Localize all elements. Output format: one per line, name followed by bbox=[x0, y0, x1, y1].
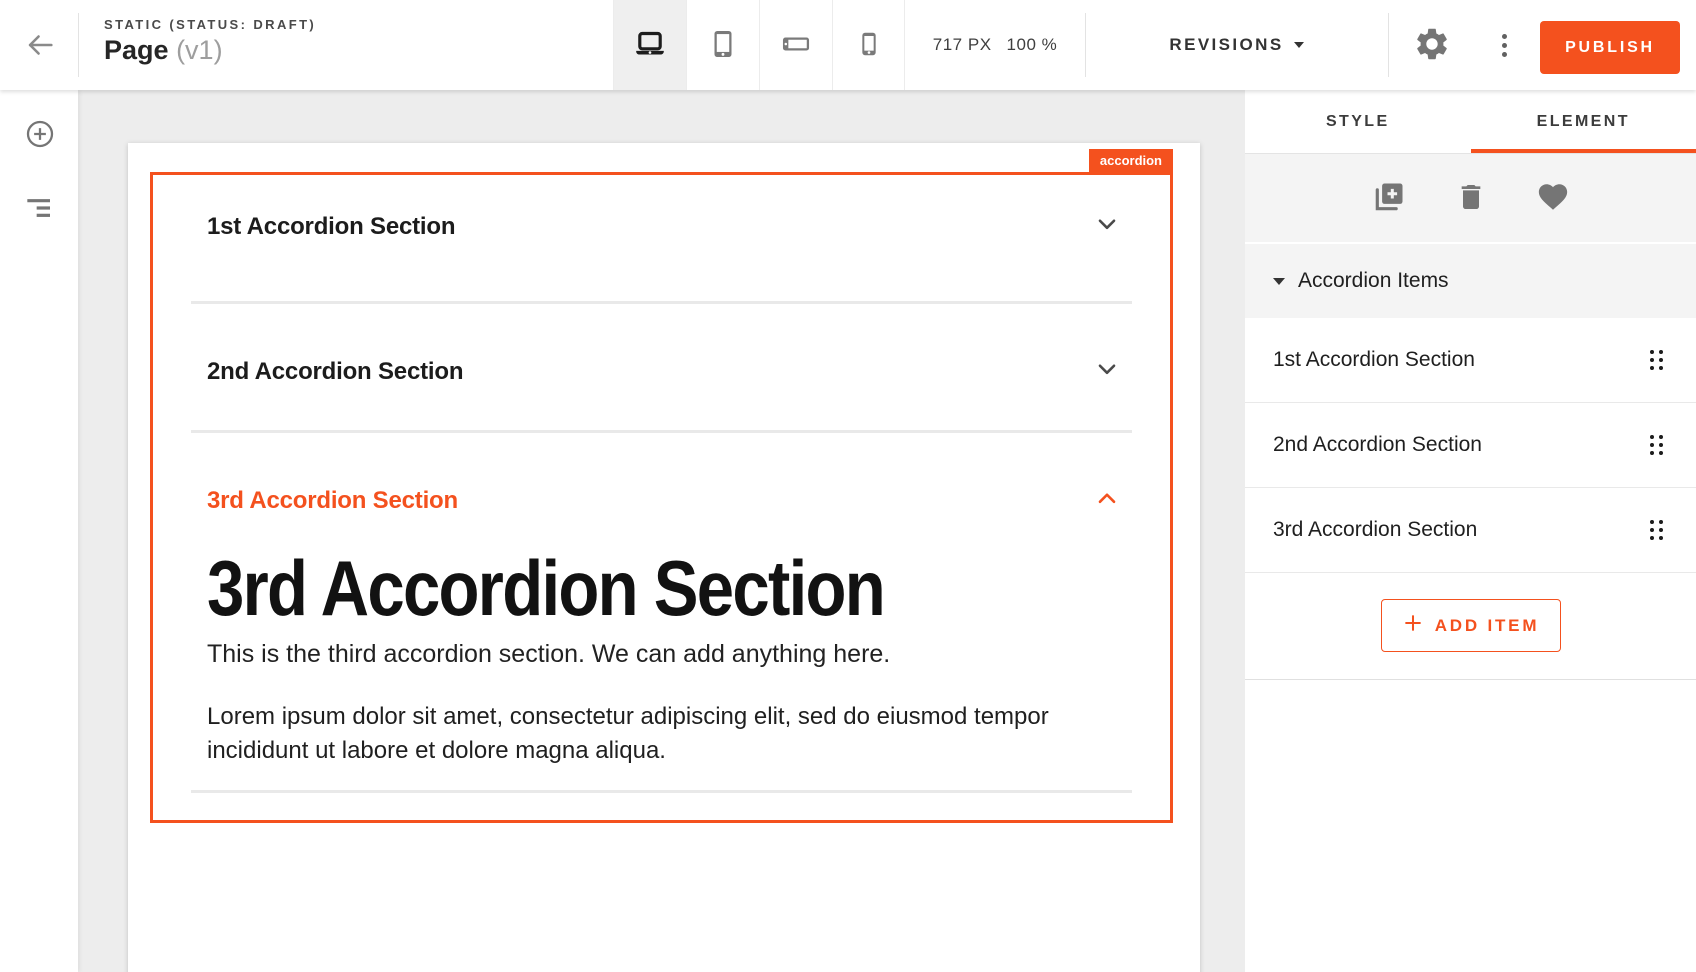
publish-button[interactable]: PUBLISH bbox=[1540, 21, 1680, 74]
toolbar-divider bbox=[78, 13, 79, 77]
drag-handle-icon[interactable] bbox=[1650, 350, 1663, 370]
back-button[interactable] bbox=[20, 26, 60, 66]
laptop-icon bbox=[632, 26, 668, 65]
accordion-items-section-header[interactable] bbox=[1245, 244, 1696, 318]
revisions-dropdown[interactable]: REVISIONS bbox=[1085, 0, 1388, 90]
page-title: Page (v1) bbox=[104, 35, 223, 65]
device-mode-phone-portrait-button[interactable] bbox=[832, 0, 905, 90]
accordion-expanded-body: Lorem ipsum dolor sit amet, consectetur adipiscing elit, sed do eiusmod tempor incididunt ut labore et dolore magna aliqua. bbox=[207, 703, 1049, 764]
kebab-menu-icon bbox=[1502, 34, 1507, 57]
drag-handle-icon[interactable] bbox=[1650, 435, 1663, 455]
accordion-section-title: 1st Accordion Section bbox=[207, 212, 456, 240]
chevron-down-icon bbox=[1094, 356, 1120, 387]
selection-tag: accordion bbox=[1089, 149, 1173, 172]
phone-portrait-icon bbox=[853, 28, 885, 63]
caret-down-icon bbox=[1273, 278, 1285, 285]
add-element-button[interactable] bbox=[24, 119, 56, 151]
drag-handle-icon[interactable] bbox=[1650, 520, 1663, 540]
tablet-portrait-icon bbox=[706, 27, 740, 64]
device-preview-switcher bbox=[613, 0, 905, 90]
caret-down-icon bbox=[1294, 42, 1304, 48]
gear-icon bbox=[1413, 25, 1451, 66]
accordion-expanded-heading: 3rd Accordion Section bbox=[207, 544, 885, 632]
accordion-section-header-2[interactable] bbox=[207, 304, 1120, 430]
tablet-landscape-icon bbox=[779, 27, 813, 64]
viewport-width-value: 717 PX bbox=[932, 35, 992, 54]
panel-tabs bbox=[1245, 90, 1696, 154]
page-status-label: STATIC (STATUS: DRAFT) bbox=[104, 17, 317, 32]
accordion-items-title: Accordion Items bbox=[1298, 269, 1449, 292]
arrow-left-icon bbox=[23, 28, 57, 65]
trash-icon bbox=[1455, 181, 1487, 216]
favorite-icon bbox=[1536, 180, 1570, 217]
more-options-button[interactable] bbox=[1489, 24, 1519, 66]
plus-icon bbox=[1402, 612, 1424, 639]
add-element-icon bbox=[24, 118, 56, 153]
duplicate-element-button[interactable] bbox=[1369, 178, 1409, 218]
chevron-up-icon bbox=[1094, 485, 1120, 516]
accordion-item-label: 1st Accordion Section bbox=[1273, 348, 1475, 371]
device-mode-tablet-landscape-button[interactable] bbox=[759, 0, 832, 90]
chevron-down-icon bbox=[1094, 211, 1120, 242]
element-actions-toolbar bbox=[1245, 154, 1696, 242]
tab-style[interactable]: STYLE bbox=[1245, 90, 1471, 153]
accordion-section-title: 2nd Accordion Section bbox=[207, 357, 464, 385]
page-version: (v1) bbox=[176, 35, 223, 65]
device-mode-tablet-portrait-button[interactable] bbox=[686, 0, 759, 90]
duplicate-icon bbox=[1371, 179, 1407, 218]
editor-canvas bbox=[78, 90, 1245, 972]
accordion-divider bbox=[191, 790, 1132, 793]
accordion-item-row-2[interactable] bbox=[1245, 403, 1696, 488]
accordion-item-label: 2nd Accordion Section bbox=[1273, 433, 1482, 456]
favorite-element-button[interactable] bbox=[1533, 178, 1573, 218]
selected-accordion-element[interactable] bbox=[150, 153, 1173, 823]
page-preview[interactable] bbox=[128, 143, 1200, 972]
add-item-container bbox=[1245, 573, 1696, 680]
toolbar-divider bbox=[1388, 13, 1389, 77]
zoom-level-value: 100 % bbox=[1006, 35, 1058, 54]
layers-icon bbox=[24, 192, 56, 227]
accordion-content bbox=[153, 175, 1170, 793]
accordion-expanded-subheading: This is the third accordion section. We can add anything here. bbox=[207, 640, 891, 668]
tab-element[interactable]: ELEMENT bbox=[1471, 90, 1696, 153]
left-sidebar bbox=[0, 90, 78, 972]
accordion-section-header-3[interactable] bbox=[207, 433, 1120, 516]
add-item-button[interactable]: ADD ITEM bbox=[1381, 599, 1561, 652]
accordion-item-row-3[interactable] bbox=[1245, 488, 1696, 573]
viewport-dimensions bbox=[905, 0, 1085, 90]
device-mode-laptop-button[interactable] bbox=[613, 0, 686, 90]
top-toolbar bbox=[0, 0, 1696, 90]
properties-panel bbox=[1245, 90, 1696, 972]
accordion-section-header-1[interactable] bbox=[207, 175, 1120, 301]
layers-button[interactable] bbox=[24, 193, 56, 225]
page-title-block bbox=[104, 17, 316, 66]
accordion-section-title: 3rd Accordion Section bbox=[207, 486, 458, 514]
accordion-item-label: 3rd Accordion Section bbox=[1273, 518, 1478, 541]
settings-button[interactable] bbox=[1412, 25, 1452, 65]
delete-element-button[interactable] bbox=[1451, 178, 1491, 218]
accordion-item-row-1[interactable] bbox=[1245, 318, 1696, 403]
